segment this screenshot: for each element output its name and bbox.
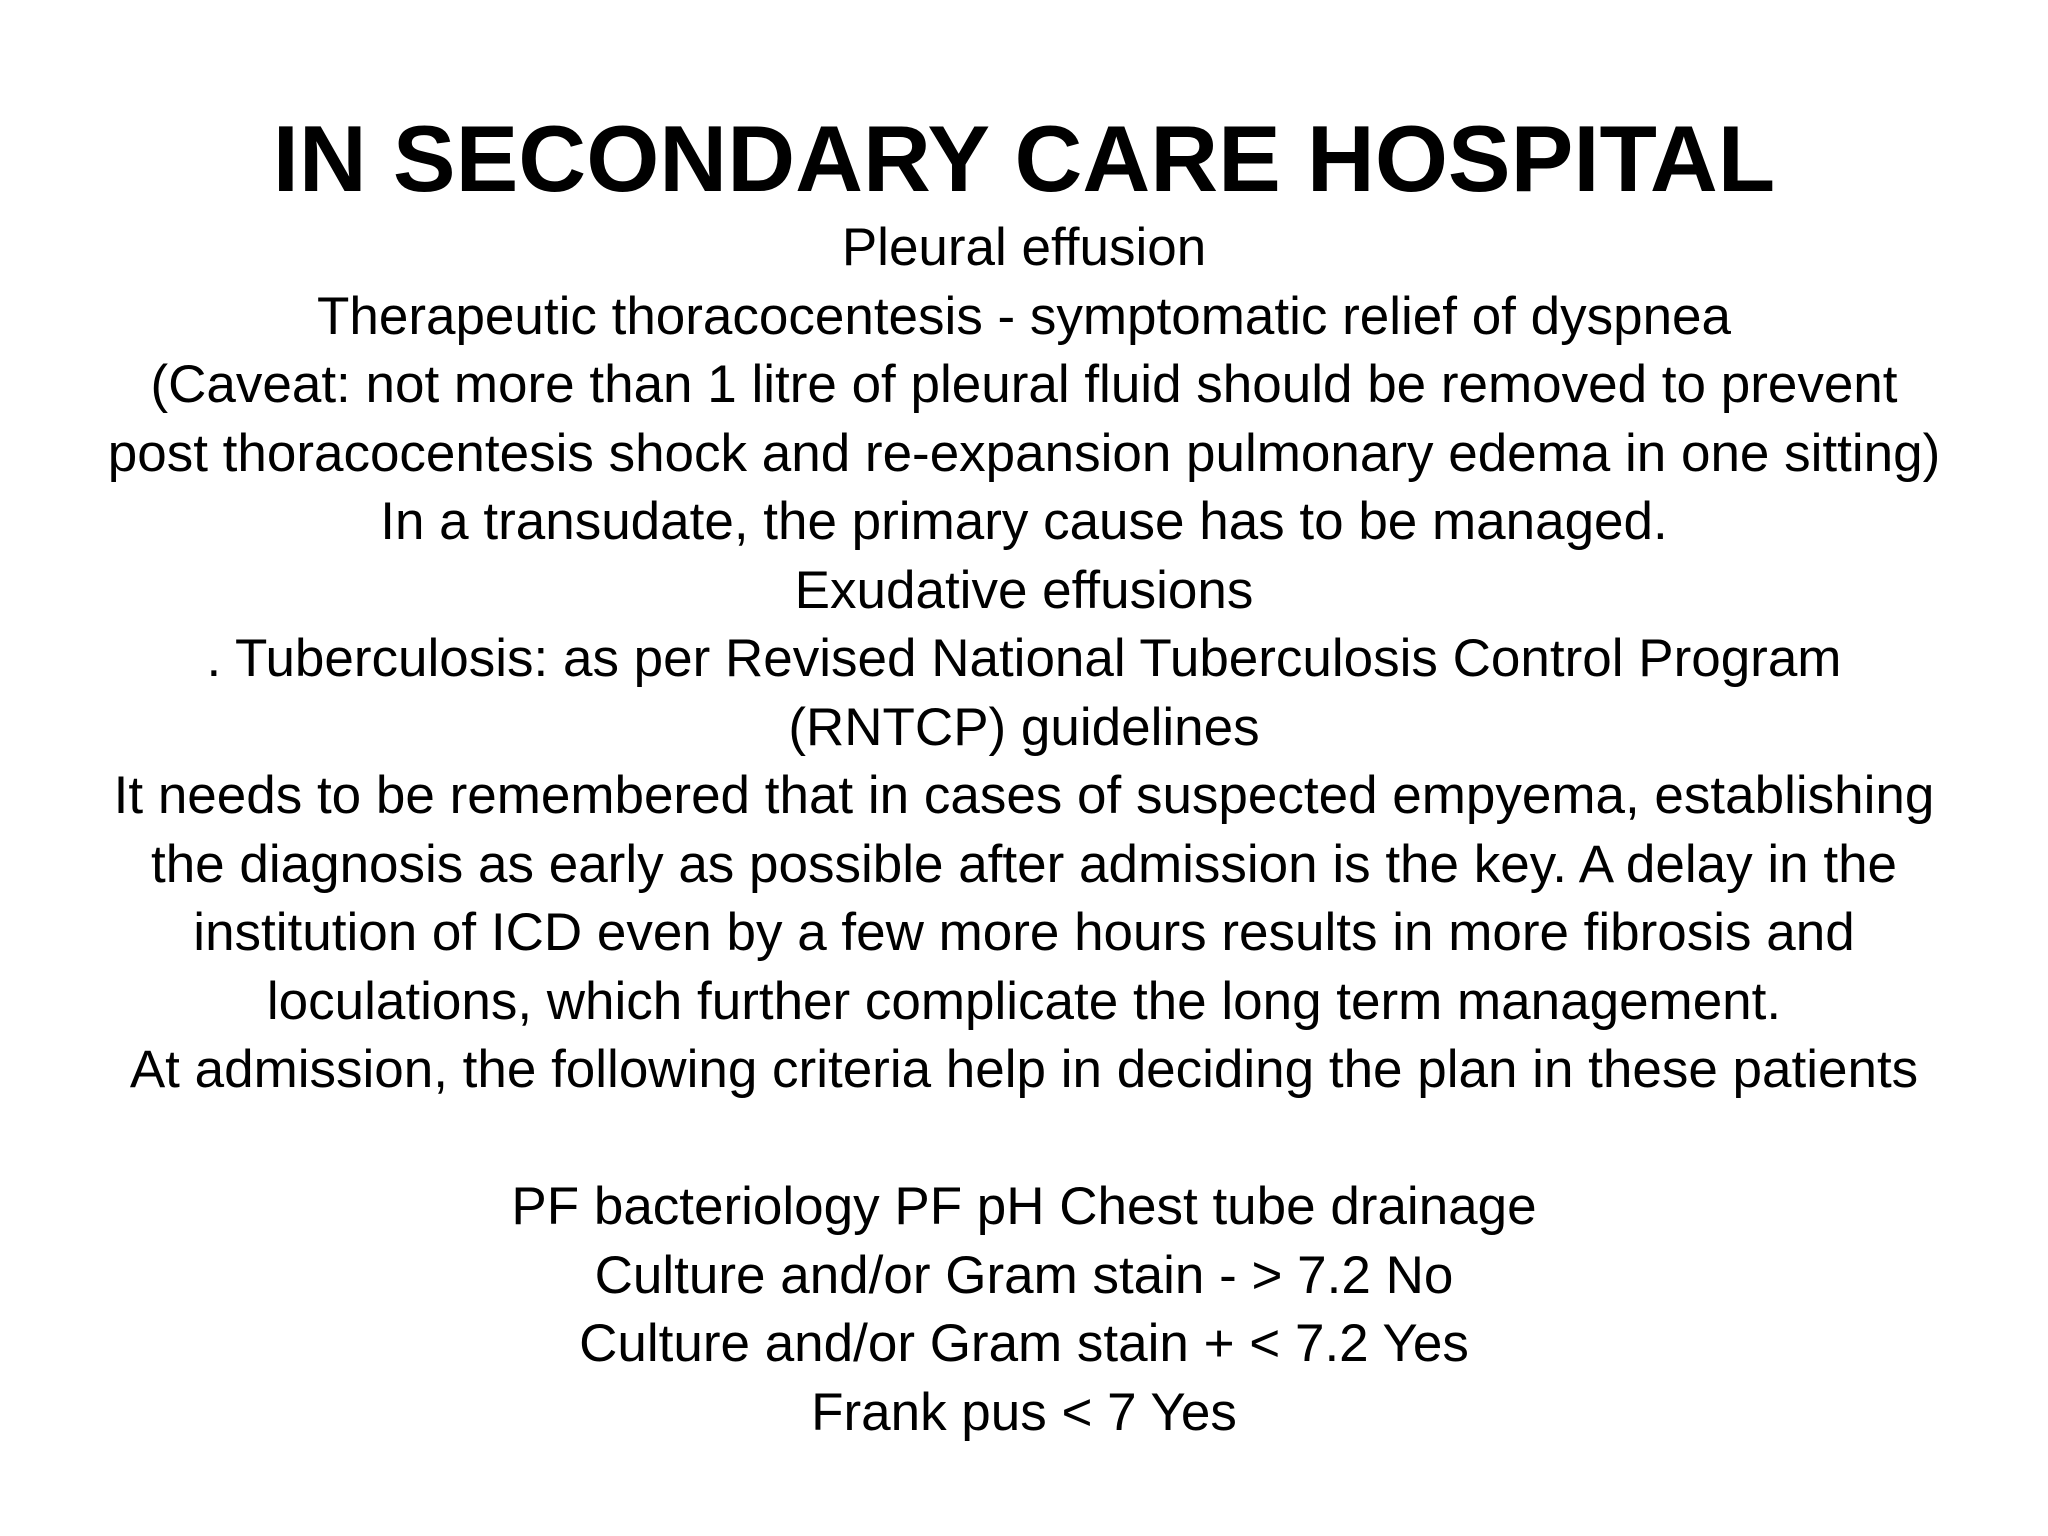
criteria-row: Culture and/or Gram stain + < 7.2 Yes	[579, 1314, 1469, 1373]
text-line: Therapeutic thoracocentesis - symptomatic relief of dyspnea	[317, 286, 1731, 346]
text-line: loculations, which further complicate the long term management.	[266, 971, 1782, 1031]
text-line: Exudative effusions	[794, 560, 1254, 620]
text-line: the diagnosis as early as possible after admission is the key. A delay in the	[150, 834, 1898, 894]
text-line: In a transudate, the primary cause has to be managed.	[380, 492, 1668, 551]
blank-line	[0, 1105, 2048, 1174]
text-line: It needs to be remembered that in cases of suspected empyema, establishing	[113, 766, 1935, 825]
text-line: (Caveat: not more than 1 litre of pleural fluid should be removed to prevent	[150, 355, 1898, 414]
text-line: Pleural effusion	[841, 218, 1207, 277]
criteria-header: PF bacteriology PF pH Chest tube drainage	[511, 1177, 1537, 1236]
text-line: . Tuberculosis: as per Revised National Tuberculosis Control Program	[206, 629, 1842, 688]
text-line: institution of ICD even by a few more hours results in more fibrosis and	[193, 903, 1855, 962]
text-line: (RNTCP) guidelines	[788, 697, 1260, 757]
slide-title: IN SECONDARY CARE HOSPITAL	[272, 106, 1776, 211]
criteria-row: Frank pus < 7 Yes	[811, 1382, 1237, 1442]
criteria-row: Culture and/or Gram stain - > 7.2 No	[594, 1245, 1454, 1305]
text-line: post thoracocentesis shock and re-expansion pulmonary edema in one sitting)	[107, 423, 1941, 483]
slide-body	[0, 214, 2048, 1447]
text-line: At admission, the following criteria help in deciding the plan in these patients	[129, 1040, 1919, 1099]
